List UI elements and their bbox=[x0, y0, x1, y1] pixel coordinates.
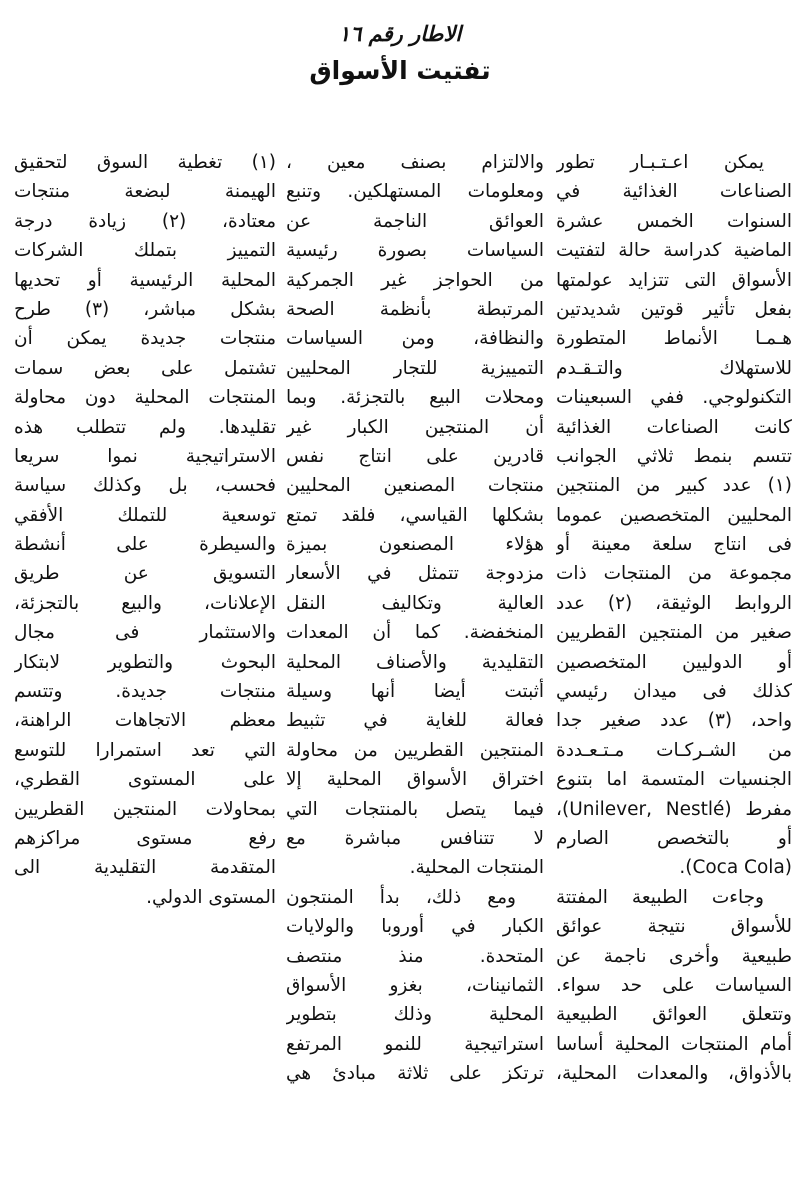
text-line: للاستهلاك والتـقـدم bbox=[556, 357, 792, 379]
text-line: فحسب، بل وكذلك سياسة bbox=[14, 475, 276, 497]
text-column-3 bbox=[14, 148, 276, 912]
text-line: المحلية وذلك بتطوير bbox=[286, 1004, 544, 1026]
text-line: منتجات جديدة. وتتسم bbox=[14, 681, 276, 703]
text-line: أمام المنتجات المحلية أساسا bbox=[556, 1033, 792, 1055]
text-line: على المستوى القطري، bbox=[14, 769, 276, 791]
text-line: قادرين على انتاج نفس bbox=[286, 445, 544, 467]
text-line: وجاءت الطبيعة المفتتة bbox=[556, 886, 764, 908]
text-line: التمييز بتملك الشركات bbox=[14, 240, 276, 262]
text-line: ومع ذلك، بدأ المنتجون bbox=[286, 886, 516, 908]
text-line: اختراق الأسواق المحلية إلا bbox=[286, 769, 544, 791]
text-line: وتتعلق العوائق الطبيعية bbox=[556, 1004, 792, 1026]
text-line: الثمانينات، بغزو الأسواق bbox=[286, 974, 544, 996]
text-line: التكنولوجي. ففي السبعينات bbox=[556, 387, 792, 409]
text-line: فى انتاج سلعة معينة أو bbox=[556, 534, 792, 556]
text-line: مفرط (Unilever, Nestlé)، bbox=[556, 798, 792, 820]
text-line: المنتجات المحلية دون محاولة bbox=[14, 387, 276, 409]
text-line: أثبتت أيضا أنها وسيلة bbox=[286, 681, 544, 703]
text-line: معتادة، (٢) زيادة درجة bbox=[14, 210, 276, 232]
text-line: العوائق الناجمة عن bbox=[286, 210, 544, 232]
text-line: الكبار في أوروبا والولايات bbox=[286, 916, 544, 938]
text-line: المتقدمة التقليدية الى bbox=[14, 857, 276, 879]
text-line: (١) عدد كبير من المنتجين bbox=[556, 475, 792, 497]
text-line: هؤلاء المصنعون بميزة bbox=[286, 534, 544, 556]
text-line: المتحدة. منذ منتصف bbox=[286, 945, 544, 967]
text-column-2 bbox=[286, 148, 544, 1089]
text-line: والنظافة، ومن السياسات bbox=[286, 328, 544, 350]
text-line: التقليدية والأصناف المحلية bbox=[286, 651, 544, 673]
text-line: أن المنتجين الكبار غير bbox=[286, 416, 544, 438]
text-line: مجموعة من المنتجات ذات bbox=[556, 563, 792, 585]
text-line: (Coca Cola). bbox=[679, 857, 792, 879]
text-line: فيما يتصل بالمنتجات التي bbox=[286, 798, 544, 820]
text-line: المستوى الدولي. bbox=[146, 886, 276, 908]
text-line: المحليين المتخصصين عموما bbox=[556, 504, 792, 526]
text-line: منتجات جديدة يمكن أن bbox=[14, 328, 276, 350]
text-line: بالأذواق، والمعدات المحلية، bbox=[556, 1063, 792, 1085]
text-line: العالية وتكاليف النقل bbox=[286, 592, 544, 614]
paragraph bbox=[14, 148, 276, 912]
text-line: تتسم بنمط ثلاثي الجوانب bbox=[556, 445, 792, 467]
paragraph bbox=[556, 148, 792, 883]
text-line: التمييزية للتجار المحليين bbox=[286, 357, 544, 379]
page-title: تفتيت الأسواق bbox=[309, 56, 491, 85]
text-line: البحوث والتطوير لابتكار bbox=[14, 651, 276, 673]
text-line: تقليدها. ولم تتطلب هذه bbox=[14, 416, 276, 438]
text-line: الروابط الوثيقة، (٢) عدد bbox=[556, 592, 792, 614]
text-line: فعالة للغاية في تثبيط bbox=[286, 710, 544, 732]
text-line: طبيعية وأخرى ناجمة عن bbox=[556, 945, 792, 967]
paragraph bbox=[286, 148, 544, 883]
text-line: ومعلومات المستهلكين. وتنبع bbox=[286, 181, 544, 203]
text-line: لا تتنافس مباشرة مع bbox=[286, 827, 544, 849]
text-line: المرتبطة بأنظمة الصحة bbox=[286, 298, 544, 320]
text-line: الإعلانات، والبيع بالتجزئة، bbox=[14, 592, 276, 614]
text-line: منتجات المصنعين المحليين bbox=[286, 475, 544, 497]
text-line: استراتيجية للنمو المرتفع bbox=[286, 1033, 544, 1055]
text-line: التي تعد استمرارا للتوسع bbox=[14, 739, 276, 761]
text-line: هـمـا الأنماط المتطورة bbox=[556, 328, 792, 350]
text-line: توسعية للتملك الأفقي bbox=[14, 504, 276, 526]
text-line: مزدوجة تتمثل في الأسعار bbox=[286, 563, 544, 585]
text-line: أو الدوليين المتخصصين bbox=[556, 651, 792, 673]
text-line: المنتجات المحلية. bbox=[409, 857, 544, 879]
text-line: معظم الاتجاهات الراهنة، bbox=[14, 710, 276, 732]
text-line: يمكن اعـتـبـار تطور bbox=[556, 152, 764, 173]
text-line: الاستراتيجية نموا سريعا bbox=[14, 445, 276, 467]
text-line: (١) تغطية السوق لتحقيق bbox=[14, 152, 276, 173]
text-line: صغير من المنتجين القطريين bbox=[556, 622, 792, 644]
text-line: والالتزام بصنف معين ، bbox=[286, 152, 544, 173]
text-line: السياسات بصورة رئيسية bbox=[286, 240, 544, 262]
text-line: ومحلات البيع بالتجزئة. وبما bbox=[286, 387, 544, 409]
text-line: تشتمل على بعض سمات bbox=[14, 357, 276, 379]
text-line: بفعل تأثير قوتين شديدتين bbox=[556, 298, 792, 320]
box-label: الاطار رقم ١٦ bbox=[338, 22, 462, 46]
text-line: كانت الصناعات الغذائية bbox=[556, 416, 792, 438]
text-line: الماضية كدراسة حالة لتفتيت bbox=[556, 240, 792, 262]
text-line: والاستثمار فى مجال bbox=[14, 622, 276, 644]
text-line: بشكل مباشر، (٣) طرح bbox=[14, 298, 276, 320]
paragraph bbox=[286, 883, 544, 1089]
text-line: من الحواجز غير الجمركية bbox=[286, 269, 544, 291]
text-line: أو بالتخصص الصارم bbox=[556, 827, 792, 849]
text-line: الأسواق التى تتزايد عولمتها bbox=[556, 269, 792, 291]
text-line: المنخفضة. كما أن المعدات bbox=[286, 622, 544, 644]
text-line: التسويق عن طريق bbox=[14, 563, 276, 585]
text-line: كذلك فى ميدان رئيسي bbox=[556, 681, 792, 703]
text-line: للأسواق نتيجة عوائق bbox=[556, 916, 792, 938]
text-line: السنوات الخمس عشرة bbox=[556, 210, 792, 232]
paragraph bbox=[556, 883, 792, 1089]
text-line: بمحاولات المنتجين القطريين bbox=[14, 798, 276, 820]
text-line: ترتكز على ثلاثة مبادئ هي bbox=[286, 1063, 544, 1085]
text-line: المنتجين القطريين من محاولة bbox=[286, 739, 544, 761]
text-line: واحد، (٣) عدد صغير جدا bbox=[556, 710, 792, 732]
text-line: من الشـركـات مـتـعـددة bbox=[556, 739, 792, 761]
text-line: بشكلها القياسي، فلقد تمتع bbox=[286, 504, 544, 526]
text-column-1 bbox=[556, 148, 792, 1089]
text-line: الجنسيات المتسمة اما بتنوع bbox=[556, 769, 792, 791]
text-line: الصناعات الغذائية في bbox=[556, 181, 792, 203]
text-line: المحلية الرئيسية أو تحديها bbox=[14, 269, 276, 291]
text-line: رفع مستوى مراكزهم bbox=[14, 827, 276, 849]
text-line: السياسات على حد سواء. bbox=[556, 974, 792, 996]
text-line: الهيمنة لبضعة منتجات bbox=[14, 181, 276, 203]
text-line: والسيطرة على أنشطة bbox=[14, 534, 276, 556]
